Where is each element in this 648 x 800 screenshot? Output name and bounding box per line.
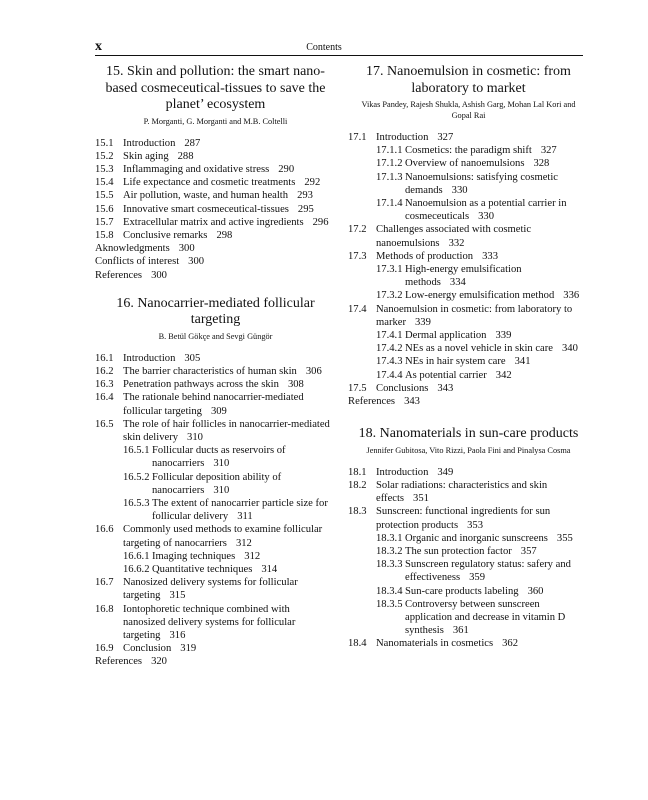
section-title: Skin aging xyxy=(123,150,169,162)
toc-entry[interactable] xyxy=(95,269,336,282)
toc-entry[interactable] xyxy=(95,150,336,163)
toc-entry[interactable] xyxy=(348,598,589,638)
page-ref: 327 xyxy=(437,132,454,143)
section-title: Controversy between sunscreen application and decrease in vitamin D synthesis xyxy=(405,598,566,637)
page-number: x xyxy=(95,39,102,54)
toc-entry[interactable] xyxy=(95,229,336,242)
chapter-heading xyxy=(99,64,332,127)
page-ref: 357 xyxy=(520,545,537,557)
toc-entry[interactable] xyxy=(95,255,336,268)
page-ref: 360 xyxy=(527,585,544,597)
page-ref: 340 xyxy=(561,343,578,355)
section-title: Low-energy emulsification method xyxy=(405,290,555,302)
section-title: Conclusions xyxy=(376,382,429,394)
toc-entry[interactable] xyxy=(348,157,589,170)
section-number: 15.1 xyxy=(95,137,114,149)
page-ref: 330 xyxy=(478,211,495,223)
section-title: Quantitative techniques xyxy=(152,563,253,575)
page-ref: 311 xyxy=(237,511,253,523)
page-ref: 351 xyxy=(413,493,429,505)
toc-entry[interactable] xyxy=(95,203,336,216)
section-title: Nanoemulsion as a potential carrier in cosmeceuticals xyxy=(405,198,567,223)
toc-entry[interactable] xyxy=(348,585,589,598)
section-number: 15.3 xyxy=(95,163,114,175)
chapter-title: 15. Skin and pollution: the smart nano-based cosmeceutical-tissues to save the planet’ ecosystem xyxy=(105,64,326,112)
page-ref: 330 xyxy=(451,184,468,196)
section-title: Introduction xyxy=(376,466,429,478)
page-ref: 339 xyxy=(415,316,431,328)
page-ref: 298 xyxy=(216,229,233,241)
toc-entry[interactable] xyxy=(95,523,336,549)
page-ref: 295 xyxy=(297,203,314,215)
chapter-heading xyxy=(99,296,332,342)
section-number: 18.3 xyxy=(348,506,367,518)
section-title: The sun protection factor xyxy=(405,545,512,557)
section-title: Follicular ducts as reservoirs of nanocarriers xyxy=(152,445,286,470)
section-number: 18.1 xyxy=(348,466,367,478)
toc-entry[interactable] xyxy=(95,216,336,229)
toc-entry[interactable] xyxy=(348,466,589,479)
section-title: Air pollution, waste, and human health xyxy=(123,190,289,202)
section-title: Overview of nanoemulsions xyxy=(405,158,525,170)
section-number: 18.3.2 xyxy=(376,545,403,557)
toc-entry[interactable] xyxy=(95,242,336,255)
section-title: Innovative smart cosmeceutical-tissues xyxy=(123,203,289,215)
page-ref: 332 xyxy=(448,237,465,249)
section-number: 15.8 xyxy=(95,229,114,241)
toc-entry[interactable] xyxy=(348,355,589,368)
toc-entry[interactable] xyxy=(95,471,336,497)
left-column xyxy=(95,64,336,669)
section-title: References xyxy=(348,396,396,408)
toc-entry[interactable] xyxy=(348,250,589,263)
toc-entry[interactable] xyxy=(348,131,589,144)
section-title: Life expectance and cosmetic treatments xyxy=(123,177,296,189)
section-number: 18.3.1 xyxy=(376,532,403,544)
toc-entry[interactable] xyxy=(95,655,336,668)
page-ref: 342 xyxy=(495,369,512,381)
section-number: 16.2 xyxy=(95,365,114,377)
section-title: Conclusive remarks xyxy=(123,229,208,241)
section-number: 16.1 xyxy=(95,352,114,364)
page-ref: 341 xyxy=(514,356,531,368)
toc-entry[interactable] xyxy=(348,545,589,558)
toc-entry[interactable] xyxy=(95,444,336,470)
section-number: 17.4.3 xyxy=(376,356,403,368)
page-ref: 334 xyxy=(449,277,466,289)
section-title: The role of hair follicles in nanocarrier-mediated skin delivery xyxy=(123,418,330,443)
section-number: 16.4 xyxy=(95,392,114,404)
chapter-authors: P. Morganti, G. Morganti and M.B. Coltelli xyxy=(143,116,288,126)
toc-entry[interactable] xyxy=(348,171,589,197)
section-number: 15.7 xyxy=(95,216,114,228)
page-ref: 362 xyxy=(502,638,518,650)
section-number: 17.4.1 xyxy=(376,330,403,342)
toc-entry[interactable] xyxy=(95,642,336,655)
section-number: 17.1.1 xyxy=(376,145,403,157)
section-title: As potential carrier xyxy=(405,369,487,381)
page-ref: 290 xyxy=(278,163,295,175)
page-ref: 361 xyxy=(452,625,469,637)
toc-entry-list xyxy=(348,131,589,408)
chapter-block xyxy=(95,64,336,282)
right-column xyxy=(348,64,589,651)
page-ref: 359 xyxy=(469,572,485,584)
toc-entry[interactable] xyxy=(348,197,589,223)
section-number: 16.5 xyxy=(95,418,114,430)
page-ref: 296 xyxy=(312,216,329,228)
section-title: Introduction xyxy=(123,137,176,149)
section-title: Conflicts of interest xyxy=(95,256,180,268)
section-number: 18.3.4 xyxy=(376,585,403,597)
chapter-spacer xyxy=(95,282,336,296)
section-title: Imaging techniques xyxy=(152,550,236,562)
section-number: 17.1.3 xyxy=(376,171,403,183)
section-number: 16.6 xyxy=(95,524,114,536)
toc-entry[interactable] xyxy=(95,497,336,523)
chapter-authors: Jennifer Gubitosa, Vito Rizzi, Paola Fini and Pinalysa Cosma xyxy=(366,445,571,455)
page-ref: 355 xyxy=(556,532,573,544)
section-title: Sunscreen: functional ingredients for sun protection products xyxy=(376,506,551,531)
page-ref: 310 xyxy=(213,458,230,470)
chapter-title: 18. Nanomaterials in sun-care products xyxy=(358,426,579,442)
page-ref: 310 xyxy=(213,484,230,496)
toc-entry-list xyxy=(95,137,336,282)
page-ref: 288 xyxy=(177,150,194,162)
page-ref: 328 xyxy=(533,158,550,170)
toc-entry[interactable] xyxy=(95,137,336,150)
section-title: Sunscreen regulatory status: safery and effectiveness xyxy=(405,559,571,584)
toc-entry-list xyxy=(348,466,589,651)
section-number: 17.4.4 xyxy=(376,369,403,381)
toc-entry[interactable] xyxy=(348,505,589,531)
toc-entry[interactable] xyxy=(348,263,589,289)
page-ref: 293 xyxy=(297,190,313,202)
section-title: The extent of nanocarrier particle size for follicular delivery xyxy=(152,497,328,523)
page-ref: 300 xyxy=(151,269,167,281)
chapter-authors: B. Betül Gökçe and Sevgi Güngör xyxy=(158,331,273,341)
section-number: 15.5 xyxy=(95,190,114,202)
page-ref: 319 xyxy=(180,643,197,655)
page-ref: 327 xyxy=(540,145,557,157)
chapter-block xyxy=(348,426,589,650)
section-number: 17.1 xyxy=(348,132,367,143)
section-number: 16.5.1 xyxy=(123,445,150,457)
chapter-heading xyxy=(352,426,585,456)
section-number: 16.3 xyxy=(95,379,114,391)
chapter-title: 16. Nanocarrier-mediated follicular targeting xyxy=(116,295,315,328)
section-number: 17.1.4 xyxy=(376,198,403,210)
page-ref: 320 xyxy=(151,656,167,668)
page-ref: 287 xyxy=(184,137,201,149)
page-ref: 300 xyxy=(188,256,205,268)
page-ref: 312 xyxy=(235,537,252,549)
section-title: NEs in hair system care xyxy=(405,356,506,368)
section-number: 17.5 xyxy=(348,382,367,394)
section-title: Introduction xyxy=(376,132,429,143)
section-number: 15.2 xyxy=(95,150,114,162)
section-number: 17.2 xyxy=(348,224,367,236)
chapter-title: 17. Nanoemulsion in cosmetic: from laboratory to market xyxy=(366,64,571,96)
page-ref: 306 xyxy=(305,365,322,377)
chapter-authors: Vikas Pandey, Rajesh Shukla, Ashish Garg, Mohan Lal Kori and Gopal Rai xyxy=(361,100,576,120)
section-title: Penetration pathways across the skin xyxy=(123,379,279,391)
section-title: Organic and inorganic sunscreens xyxy=(405,532,548,544)
toc-entry[interactable] xyxy=(348,329,589,342)
section-title: Nanoemulsions: satisfying cosmetic demands xyxy=(405,171,558,196)
section-number: 16.5.3 xyxy=(123,497,150,509)
chapter-heading xyxy=(352,64,585,121)
toc-entry[interactable] xyxy=(348,395,589,408)
section-title: Follicular deposition ability of nanocarriers xyxy=(152,471,282,496)
toc-entry[interactable] xyxy=(348,144,589,157)
section-title: Nanomaterials in cosmetics xyxy=(376,638,494,650)
section-number: 17.3.2 xyxy=(376,290,403,302)
page-ref: 353 xyxy=(467,519,483,531)
section-title: Extracellular matrix and active ingredients xyxy=(123,216,304,228)
section-number: 16.6.2 xyxy=(123,563,150,575)
toc-entry[interactable] xyxy=(95,365,336,378)
section-number: 16.5.2 xyxy=(123,471,150,483)
header-rule xyxy=(95,55,583,56)
chapter-spacer xyxy=(348,408,589,426)
toc-entry[interactable] xyxy=(95,418,336,444)
section-title: References xyxy=(95,656,143,668)
page-ref: 343 xyxy=(437,382,454,394)
toc-entry[interactable] xyxy=(95,163,336,176)
toc-entry-list xyxy=(95,352,336,669)
section-number: 18.3.5 xyxy=(376,598,403,610)
section-title: NEs as a novel vehicle in skin care xyxy=(405,343,553,355)
section-title: Sun-care products labeling xyxy=(405,585,519,597)
section-number: 16.6.1 xyxy=(123,550,150,562)
toc-entry[interactable] xyxy=(95,378,336,391)
section-title: Inflammaging and oxidative stress xyxy=(123,163,270,175)
toc-entry[interactable] xyxy=(348,479,589,505)
section-title: Conclusion xyxy=(123,643,172,655)
section-title: Nanoemulsion in cosmetic: from laboratory to marker xyxy=(376,303,573,328)
section-title: Methods of production xyxy=(376,250,474,262)
toc-entry[interactable] xyxy=(348,532,589,545)
section-number: 17.3.1 xyxy=(376,264,403,276)
toc-entry[interactable] xyxy=(95,189,336,202)
toc-entry[interactable] xyxy=(348,558,589,584)
chapter-block xyxy=(95,296,336,669)
page-ref: 292 xyxy=(304,177,321,189)
section-title: High-energy emulsification methods xyxy=(405,264,522,289)
toc-entry[interactable] xyxy=(95,176,336,189)
page-ref: 314 xyxy=(261,563,278,575)
section-number: 18.3.3 xyxy=(376,559,403,571)
section-title: The barrier characteristics of human skin xyxy=(123,365,297,377)
section-title: The rationale behind nanocarrier-mediated follicular targeting xyxy=(123,392,304,417)
section-title: Challenges associated with cosmetic nanoemulsions xyxy=(376,224,532,249)
toc-entry[interactable] xyxy=(95,352,336,365)
page-ref: 308 xyxy=(287,379,304,391)
page-ref: 310 xyxy=(187,431,203,443)
page-ref: 339 xyxy=(495,330,512,342)
section-number: 17.1.2 xyxy=(376,158,403,170)
section-number: 18.2 xyxy=(348,479,367,491)
page-ref: 312 xyxy=(244,550,261,562)
toc-entry[interactable] xyxy=(348,637,589,650)
section-title: Nanosized delivery systems for follicular targeting xyxy=(123,577,298,602)
toc-entry[interactable] xyxy=(95,550,336,563)
section-number: 17.4.2 xyxy=(376,343,403,355)
toc-entry[interactable] xyxy=(348,223,589,249)
page-ref: 336 xyxy=(563,290,580,302)
toc-entry[interactable] xyxy=(95,603,336,643)
section-title: Dermal application xyxy=(405,330,487,342)
section-number: 18.4 xyxy=(348,638,367,650)
toc-entry[interactable] xyxy=(348,289,589,302)
toc-entry[interactable] xyxy=(348,369,589,382)
section-title: References xyxy=(95,269,143,281)
chapter-block xyxy=(348,64,589,408)
toc-entry[interactable] xyxy=(348,303,589,329)
toc-entry[interactable] xyxy=(348,342,589,355)
section-number: 17.3 xyxy=(348,250,367,262)
page-ref: 305 xyxy=(184,352,201,364)
page-ref: 349 xyxy=(437,466,454,478)
toc-entry[interactable] xyxy=(95,576,336,602)
page-ref: 343 xyxy=(404,396,420,408)
section-title: Aknowledgments xyxy=(95,243,170,255)
running-header: Contents xyxy=(306,42,342,53)
section-number: 16.7 xyxy=(95,577,114,589)
section-title: Introduction xyxy=(123,352,176,364)
section-number: 16.9 xyxy=(95,643,114,655)
page-ref: 316 xyxy=(169,630,186,641)
section-number: 15.4 xyxy=(95,177,114,189)
section-number: 16.8 xyxy=(95,603,114,615)
page-ref: 309 xyxy=(210,405,227,417)
section-title: Commonly used methods to examine follicular targeting of nanocarriers xyxy=(123,524,323,549)
page-ref: 315 xyxy=(169,590,186,602)
section-title: Cosmetics: the paradigm shift xyxy=(405,145,532,157)
section-title: Solar radiations: characteristics and skin effects xyxy=(376,479,548,505)
page-ref: 333 xyxy=(482,250,498,262)
toc-entry[interactable] xyxy=(95,391,336,417)
toc-entry[interactable] xyxy=(348,382,589,395)
page-ref: 300 xyxy=(178,243,195,255)
section-title: Iontophoretic technique combined with nanosized delivery systems for follicular targeting xyxy=(123,603,296,641)
toc-entry[interactable] xyxy=(95,563,336,576)
section-number: 15.6 xyxy=(95,203,114,215)
section-number: 17.4 xyxy=(348,303,367,315)
